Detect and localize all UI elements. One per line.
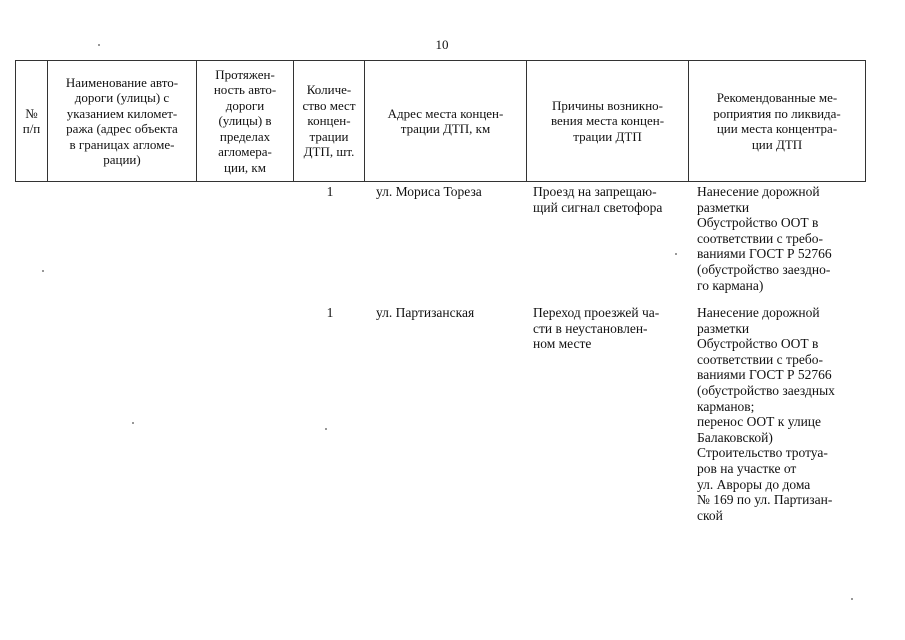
count-cell: 1 — [326, 305, 334, 320]
header-cell: Адрес места концен- трации ДТП, км — [365, 61, 527, 182]
reason-cell: Проезд на запрещаю- щий сигнал светофора — [533, 184, 663, 215]
header-cell: Протяжен- ность авто- дороги (улицы) в пределах агломера- ции, км — [197, 61, 294, 182]
scan-speck — [132, 422, 134, 424]
scan-speck — [675, 253, 677, 255]
scan-speck — [42, 270, 44, 272]
scan-speck — [325, 428, 327, 430]
header-cell: Рекомендованные ме- роприятия по ликвида- ции места концентра- ции ДТП — [689, 61, 866, 182]
header-row — [16, 61, 866, 182]
address-cell: ул. Мориса Тореза — [376, 184, 482, 199]
scan-speck — [851, 598, 853, 600]
count-cell: 1 — [326, 184, 334, 199]
header-cell: Количе- ство мест концен- трации ДТП, шт. — [294, 61, 365, 182]
page-number: 10 — [435, 37, 449, 52]
reason-cell: Переход проезжей ча- сти в неустановлен- ном месте — [533, 305, 660, 352]
measures-cell: Нанесение дорожной разметки Обустройство ООТ в соответствии с требо- ваниями ГОСТ Р 52766 (обустройство заездно- го кармана) — [697, 184, 832, 293]
header-cell: Причины возникно- вения места концен- трации ДТП — [527, 61, 689, 182]
address-cell: ул. Партизанская — [376, 305, 475, 320]
header-cell: № п/п — [16, 61, 48, 182]
table-header — [15, 60, 866, 182]
header-cell: Наименование авто- дороги (улицы) с указанием километ- ража (адрес объекта в границах агломе- рации) — [48, 61, 197, 182]
measures-cell: Нанесение дорожной разметки Обустройство ООТ в соответствии с требо- ваниями ГОСТ Р 52766 (обустройство заездных карманов; перенос ООТ к улице Балаковской) Строительство тротуа- ров на участке от ул. Авроры до дома № 169 по ул. Партизан- ской — [697, 305, 835, 523]
scan-speck — [98, 44, 100, 46]
